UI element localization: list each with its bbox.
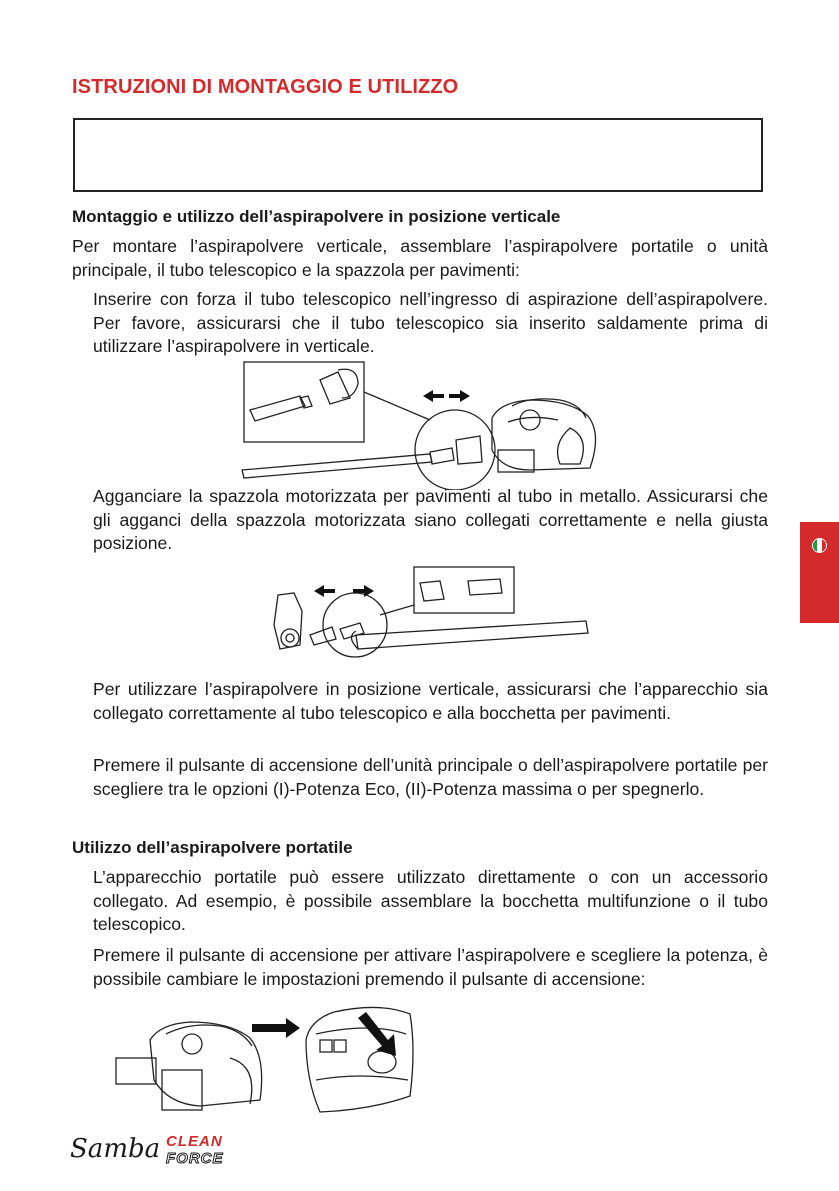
power-button-illustration [110, 1000, 430, 1122]
brush-attachment-illustration [260, 565, 610, 670]
step-upright-use: Per utilizzare l’aspirapolvere in posizione verticale, assicurarsi che l’apparecchio sia collegato correttamente al tubo telescopico e alla bocchetta per pavimenti. [93, 679, 768, 723]
tube-insertion-illustration [230, 358, 610, 490]
detail-inset-frame [244, 362, 364, 442]
step-insert-tube: Inserire con forza il tubo telescopico nell’ingresso di aspirazione dell’aspirapolvere. Per favore, assicurarsi che il tubo telescopico sia inserito saldamente prima di utilizzare l’aspirapolvere in verticale. [93, 289, 768, 357]
step-attach-brush: Agganciare la spazzola motorizzata per pavimenti al tubo in metallo. Assicurarsi che gli agganci della spazzola motorizzata siano collegati correttamente e nella giusta posizione. [93, 486, 768, 554]
zoom-circle [415, 410, 495, 490]
italian-flag-icon [812, 538, 827, 553]
notice-box [73, 118, 763, 192]
telescopic-tube [242, 454, 432, 478]
detail-inset-frame-2 [414, 567, 514, 613]
dust-bin [162, 1070, 202, 1110]
language-tab [800, 522, 839, 623]
section-heading-handheld: Utilizzo dell’aspirapolvere portatile [72, 838, 353, 857]
tube-end [250, 396, 305, 421]
handheld-vacuum [150, 1022, 262, 1106]
direction-arrows [423, 390, 470, 402]
brand-footer [70, 1132, 245, 1172]
intro-paragraph: Per montare l’aspirapolvere verticale, assemblare l’aspirapolvere portatile o unità principale, il tubo telescopico e la spazzola per pavimenti: [72, 236, 768, 280]
floor-brush [274, 593, 302, 649]
logo-force: FORCE [166, 1150, 224, 1167]
step-handheld-use: L’apparecchio portatile può essere utilizzato direttamente o con un accessorio collegato. Ad esempio, è possibile assemblare la bocchetta multifunzione o il tubo telescopico. [93, 867, 768, 935]
tube-connector [320, 372, 350, 404]
press-arrow [358, 1012, 396, 1056]
metal-tube [356, 621, 588, 649]
step-power-button: Premere il pulsante di accensione dell’unità principale o dell’aspirapolvere portatile per scegliere tra le opzioni (I)-Potenza Eco, (II)-Potenza massima o per spegnerlo. [93, 755, 768, 799]
vacuum-body [492, 400, 596, 470]
page-title: ISTRUZIONI DI MONTAGGIO E UTILIZZO [72, 76, 459, 98]
right-arrow [252, 1018, 300, 1038]
section-heading-upright: Montaggio e utilizzo dell’aspirapolvere in posizione verticale [72, 207, 561, 226]
button-closeup [306, 1007, 413, 1112]
logo-clean: CLEAN [166, 1133, 223, 1150]
step-handheld-power: Premere il pulsante di accensione per attivare l’aspirapolvere e scegliere la potenza, è possibile cambiare le impostazioni premendo il pulsante di accensione: [93, 945, 768, 989]
samba-signature: Samba [70, 1134, 161, 1164]
nozzle [116, 1058, 156, 1084]
